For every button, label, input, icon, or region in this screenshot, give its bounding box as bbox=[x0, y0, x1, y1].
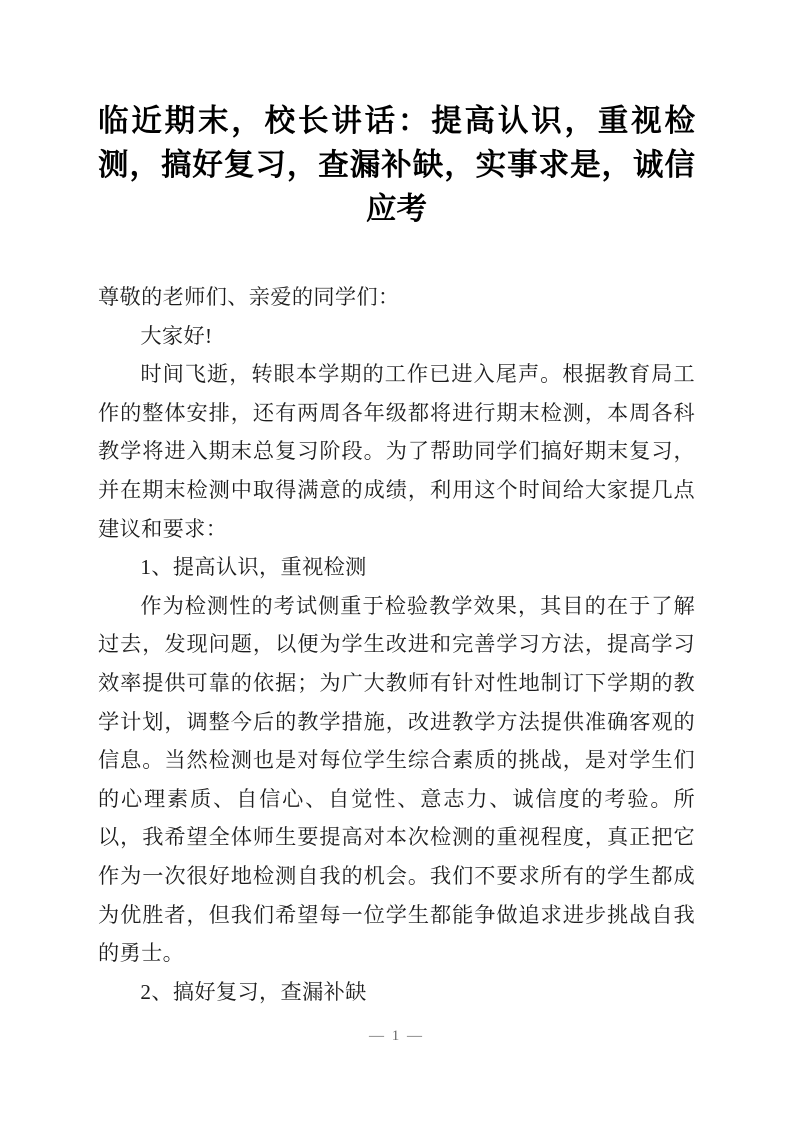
paragraph-salutation: 尊敬的老师们、亲爱的同学们： bbox=[98, 285, 400, 309]
paragraph-greeting: 大家好! bbox=[140, 323, 213, 348]
heading-section-2: 2、搞好复习，查漏补缺 bbox=[140, 979, 367, 1004]
paragraph-section-1-body: 作为检测性的考试侧重于检验教学效果，其目的在于了解过去，发现问题，以便为学生改进和完善学习方法，提高学习效率提供可靠的依据；为广大教师有针对性地制订下学期的教学计划，调整今后的教学措施，改进教学方法提供准确客观的信息。当然检测也是对每位学生综合素质的挑战，是对学生们的心理素质、自信心、自觉性、意志力、诚信度的考验。所以，我希望全体师生要提高对本次检测的重视程度，真正把它作为一次很好地检测自我的机会。我们不要求所有的学生都成为优胜者，但我们希望每一位学生都能争做追求进步挑战自我的勇士。 bbox=[98, 593, 695, 966]
paragraph-intro: 时间飞逝，转眼本学期的工作已进入尾声。根据教育局工作的整体安排，还有两周各年级都将进行期末检测，本周各科教学将进入期末总复习阶段。为了帮助同学们搞好期末复习，并在期末检测中取得满意的成绩，利用这个时间给大家提几点建议和要求： bbox=[98, 362, 695, 541]
page-content-area bbox=[98, 100, 695, 1011]
heading-section-1: 1、提高认识，重视检测 bbox=[140, 555, 367, 580]
page-number-footer: — 1 — bbox=[369, 1028, 424, 1044]
page-title: 临近期末，校长讲话：提高认识，重视检测，搞好复习，查漏补缺，实事求是，诚信应考 bbox=[98, 104, 695, 227]
document-body bbox=[98, 278, 695, 1011]
